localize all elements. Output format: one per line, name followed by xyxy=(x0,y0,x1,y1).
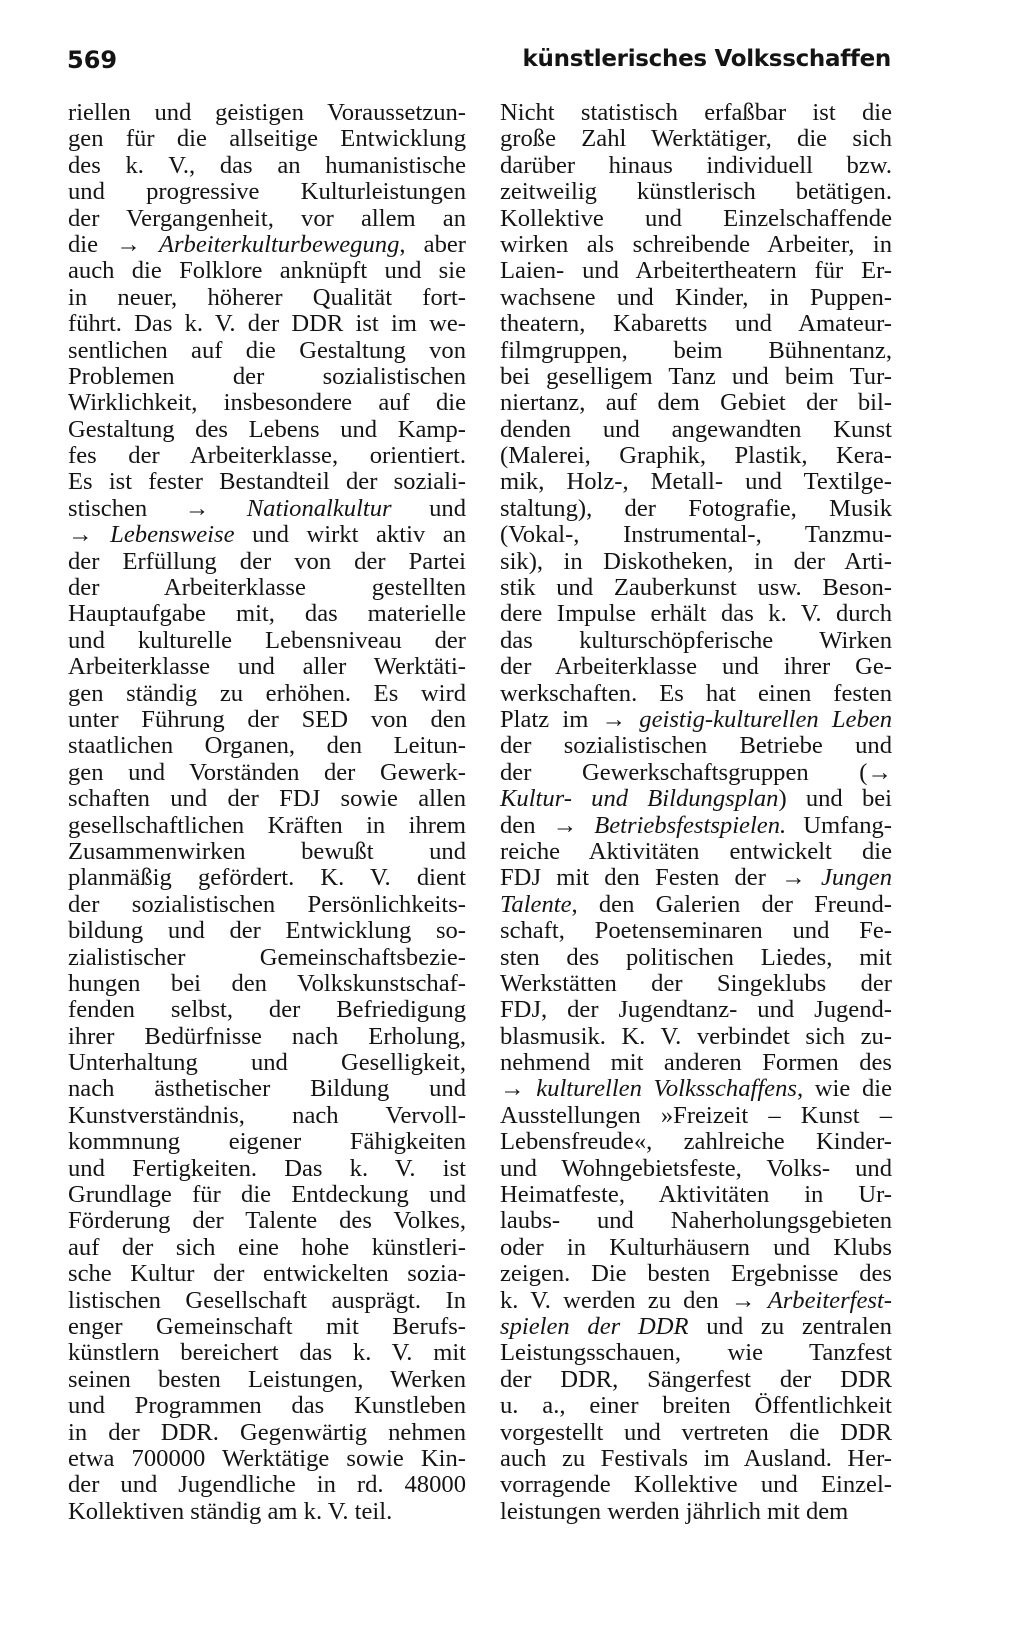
text-line: der Erfüllung der von der Partei xyxy=(68,547,466,575)
text-line xyxy=(500,865,892,891)
text-line: theatern, Kabaretts und Amateur- xyxy=(500,310,892,338)
text-line: Nicht statistisch erfaßbar ist die xyxy=(500,99,892,126)
right-column xyxy=(500,100,892,1525)
text-line: in der DDR. Gegenwärtig nehmen xyxy=(68,1418,466,1446)
text-line: Lebensfreude«, zahlreiche Kinder- xyxy=(500,1128,892,1156)
text-line: nach ästhetischer Bildung und xyxy=(68,1075,466,1103)
text-line: Wirklichkeit, insbesondere auf die xyxy=(68,389,466,417)
text-line: Es ist fester Bestandteil der soziali- xyxy=(68,468,466,496)
text-line: Kollektiven ständig am k. V. teil. xyxy=(68,1497,393,1525)
text-line: in neuer, höherer Qualität fort- xyxy=(68,283,466,311)
line-text: Umfang- xyxy=(786,811,892,839)
text-line: fes der Arbeiterklasse, orientiert. xyxy=(68,442,466,470)
text-line: der sozialistischen Persönlichkeits- xyxy=(68,890,466,918)
running-head: künstlerisches Volksschaffen xyxy=(522,46,891,72)
line-text: → xyxy=(500,1075,537,1103)
text-line xyxy=(68,496,466,522)
text-line: wachsene und Kinder, in Puppen- xyxy=(500,283,892,311)
text-line: riellen und geistigen Voraussetzun- xyxy=(68,99,466,126)
text-line: staatlichen Organen, den Leitun- xyxy=(68,732,466,760)
text-line: Kollektive und Einzelschaffende xyxy=(500,204,892,232)
cross-reference: Kultur- und Bildungsplan xyxy=(500,785,779,813)
line-text: und zu zentralen xyxy=(688,1312,892,1340)
text-line: sten des politischen Liedes, mit xyxy=(500,943,892,971)
text-line xyxy=(500,1076,892,1102)
text-line: leistungen werden jährlich mit dem xyxy=(500,1497,849,1525)
cross-reference: Arbeiterfest- xyxy=(767,1286,892,1314)
text-line: der Gewerkschaftsgruppen (→ xyxy=(500,758,892,786)
text-line: gen ständig zu erhöhen. Es wird xyxy=(68,679,466,707)
text-line: Zusammenwirken bewußt und xyxy=(68,837,466,865)
text-line xyxy=(500,786,892,812)
text-line: das kulturschöpferische Wirken xyxy=(500,626,892,654)
text-line: FDJ, der Jugendtanz- und Jugend- xyxy=(500,996,892,1024)
text-line xyxy=(500,1288,892,1314)
text-line: seinen besten Leistungen, Werken xyxy=(68,1365,466,1393)
text-line: werkschaften. Es hat einen festen xyxy=(500,679,892,707)
text-line: gen und Vorständen der Gewerk- xyxy=(68,758,466,786)
text-line: zialistischer Gemeinschaftsbezie- xyxy=(68,943,466,971)
text-line: (Malerei, Graphik, Plastik, Kera- xyxy=(500,442,892,470)
text-line: oder in Kulturhäusern und Klubs xyxy=(500,1233,892,1261)
text-line: fenden selbst, der Befriedigung xyxy=(68,996,466,1024)
text-line: bei geselligem Tanz und beim Tur- xyxy=(500,362,892,390)
text-line: planmäßig gefördert. K. V. dient xyxy=(68,864,466,892)
text-line: sentlichen auf die Gestaltung von xyxy=(68,336,466,364)
cross-reference: kulturellen Volksschaffens xyxy=(536,1075,797,1103)
text-line: zeigen. Die besten Ergebnisse des xyxy=(500,1260,892,1288)
text-line: enger Gemeinschaft mit Berufs- xyxy=(68,1312,466,1340)
text-line: führt. Das k. V. der DDR ist im we- xyxy=(68,310,466,338)
line-text: ) und bei xyxy=(778,785,892,813)
text-line: laubs- und Naherholungsgebieten xyxy=(500,1207,892,1235)
text-line: schaft, Poetenseminaren und Fe- xyxy=(500,917,892,945)
text-line: reiche Aktivitäten entwickelt die xyxy=(500,837,892,865)
text-line: der Arbeiterklasse gestellten xyxy=(68,574,466,602)
line-text: und xyxy=(391,494,466,522)
line-text: FDJ mit den Festen der → xyxy=(500,864,821,892)
text-line: Unterhaltung und Geselligkeit, xyxy=(68,1049,466,1077)
text-line: mik, Holz-, Metall- und Textilge- xyxy=(500,468,892,496)
text-line: künstlern bereichert das k. V. mit xyxy=(68,1339,466,1367)
text-line: u. a., einer breiten Öffentlichkeit xyxy=(500,1392,892,1420)
line-text: , wie die xyxy=(796,1075,892,1103)
text-line: vorragende Kollektive und Einzel- xyxy=(500,1471,892,1499)
text-line: Hauptaufgabe mit, das materielle xyxy=(68,600,466,628)
text-line: staltung), der Fotografie, Musik xyxy=(500,494,892,522)
cross-reference: Lebensweise xyxy=(110,521,235,549)
text-line: niertanz, auf dem Gebiet der bil- xyxy=(500,389,892,417)
text-line: große Zahl Werktätiger, die sich xyxy=(500,125,892,153)
text-line: der Arbeiterklasse und ihrer Ge- xyxy=(500,653,892,681)
page-number: 569 xyxy=(67,46,118,74)
text-line: Förderung der Talente des Volkes, xyxy=(68,1207,466,1235)
line-text: stischen → xyxy=(68,494,247,522)
text-line: des k. V., das an humanistische xyxy=(68,151,466,179)
text-line: dere Impulse erhält das k. V. durch xyxy=(500,600,892,628)
text-line: gesellschaftlichen Kräften in ihrem xyxy=(68,811,466,839)
text-line: listischen Gesellschaft ausprägt. In xyxy=(68,1286,466,1314)
text-line: blasmusik. K. V. verbindet sich zu- xyxy=(500,1022,892,1050)
text-line: filmgruppen, beim Bühnentanz, xyxy=(500,336,892,364)
cross-reference: Talente xyxy=(500,890,572,918)
text-line: und Programmen das Kunstleben xyxy=(68,1392,466,1420)
text-line: kommnung eigener Fähigkeiten xyxy=(68,1128,466,1156)
text-line: ihrer Bedürfnisse nach Erholung, xyxy=(68,1022,466,1050)
text-line: bildung und der Entwicklung so- xyxy=(68,917,466,945)
text-line: stik und Zauberkunst usw. Beson- xyxy=(500,574,892,602)
text-line: Laien- und Arbeitertheatern für Er- xyxy=(500,257,892,285)
text-line: nehmend mit anderen Formen des xyxy=(500,1049,892,1077)
text-line: schaften und der FDJ sowie allen xyxy=(68,785,466,813)
text-line: Ausstellungen »Freizeit – Kunst – xyxy=(500,1101,892,1129)
text-line: Kunstverständnis, nach Vervoll- xyxy=(68,1101,466,1129)
text-line: Gestaltung des Lebens und Kamp- xyxy=(68,415,466,443)
text-line: wirken als schreibende Arbeiter, in xyxy=(500,230,892,258)
text-line: Problemen der sozialistischen xyxy=(68,362,466,390)
text-line: denden und angewandten Kunst xyxy=(500,415,892,443)
left-column xyxy=(68,100,466,1525)
text-line: und Fertigkeiten. Das k. V. ist xyxy=(68,1154,466,1182)
text-line: Grundlage für die Entdeckung und xyxy=(68,1181,466,1209)
cross-reference: geistig-kulturellen Leben xyxy=(639,705,892,733)
text-line: auch zu Festivals im Ausland. Her- xyxy=(500,1444,892,1472)
text-line: sik), in Diskotheken, in der Arti- xyxy=(500,547,892,575)
cross-reference: Betriebsfestspielen. xyxy=(594,811,787,839)
text-line: darüber hinaus individuell bzw. xyxy=(500,151,892,179)
text-line: Werkstätten der Singeklubs der xyxy=(500,969,892,997)
cross-reference: Arbeiterkulturbewegung xyxy=(158,230,400,258)
text-line: der und Jugendliche in rd. 48000 xyxy=(68,1471,466,1499)
line-text: , aber xyxy=(399,230,466,258)
text-line: vorgestellt und vertreten die DDR xyxy=(500,1418,892,1446)
text-line: und Wohngebietsfeste, Volks- und xyxy=(500,1154,892,1182)
text-line: und progressive Kulturleistungen xyxy=(68,178,466,206)
text-line xyxy=(68,232,466,258)
text-line: hungen bei den Volkskunstschaf- xyxy=(68,969,466,997)
line-text: die → xyxy=(68,230,159,258)
text-line: etwa 700000 Werktätige sowie Kin- xyxy=(68,1444,466,1472)
text-line: gen für die allseitige Entwicklung xyxy=(68,125,466,153)
text-line: und kulturelle Lebensniveau der xyxy=(68,626,466,654)
line-text: k. V. werden zu den → xyxy=(500,1286,768,1314)
text-line: unter Führung der SED von den xyxy=(68,705,466,733)
text-line: sche Kultur der entwickelten sozia- xyxy=(68,1260,466,1288)
line-text: , den Galerien der Freund- xyxy=(571,890,892,918)
text-line: (Vokal-, Instrumental-, Tanzmu- xyxy=(500,521,892,549)
cross-reference: Nationalkultur xyxy=(246,494,392,522)
text-line: zeitweilig künstlerisch betätigen. xyxy=(500,178,892,206)
text-line: der sozialistischen Betriebe und xyxy=(500,732,892,760)
text-line: auf der sich eine hohe künstleri- xyxy=(68,1233,466,1261)
text-line xyxy=(68,522,466,548)
text-line: Heimatfeste, Aktivitäten in Ur- xyxy=(500,1181,892,1209)
text-line xyxy=(500,813,892,839)
text-line: der Vergangenheit, vor allem an xyxy=(68,204,466,232)
line-text: → xyxy=(68,521,111,549)
text-line: auch die Folklore anknüpft und sie xyxy=(68,257,466,285)
text-line: der DDR, Sängerfest der DDR xyxy=(500,1365,892,1393)
line-text: Platz im → xyxy=(500,705,640,733)
page-header xyxy=(67,46,891,86)
text-line: Leistungsschauen, wie Tanzfest xyxy=(500,1339,892,1367)
line-text: und wirkt aktiv an xyxy=(234,521,466,549)
text-line xyxy=(500,707,892,733)
text-line xyxy=(500,1314,892,1340)
cross-reference: spielen der DDR xyxy=(500,1312,689,1340)
text-line: Arbeiterklasse und aller Werktäti- xyxy=(68,653,466,681)
text-line xyxy=(500,892,892,918)
cross-reference: Jungen xyxy=(820,864,892,892)
line-text: den → xyxy=(500,811,595,839)
